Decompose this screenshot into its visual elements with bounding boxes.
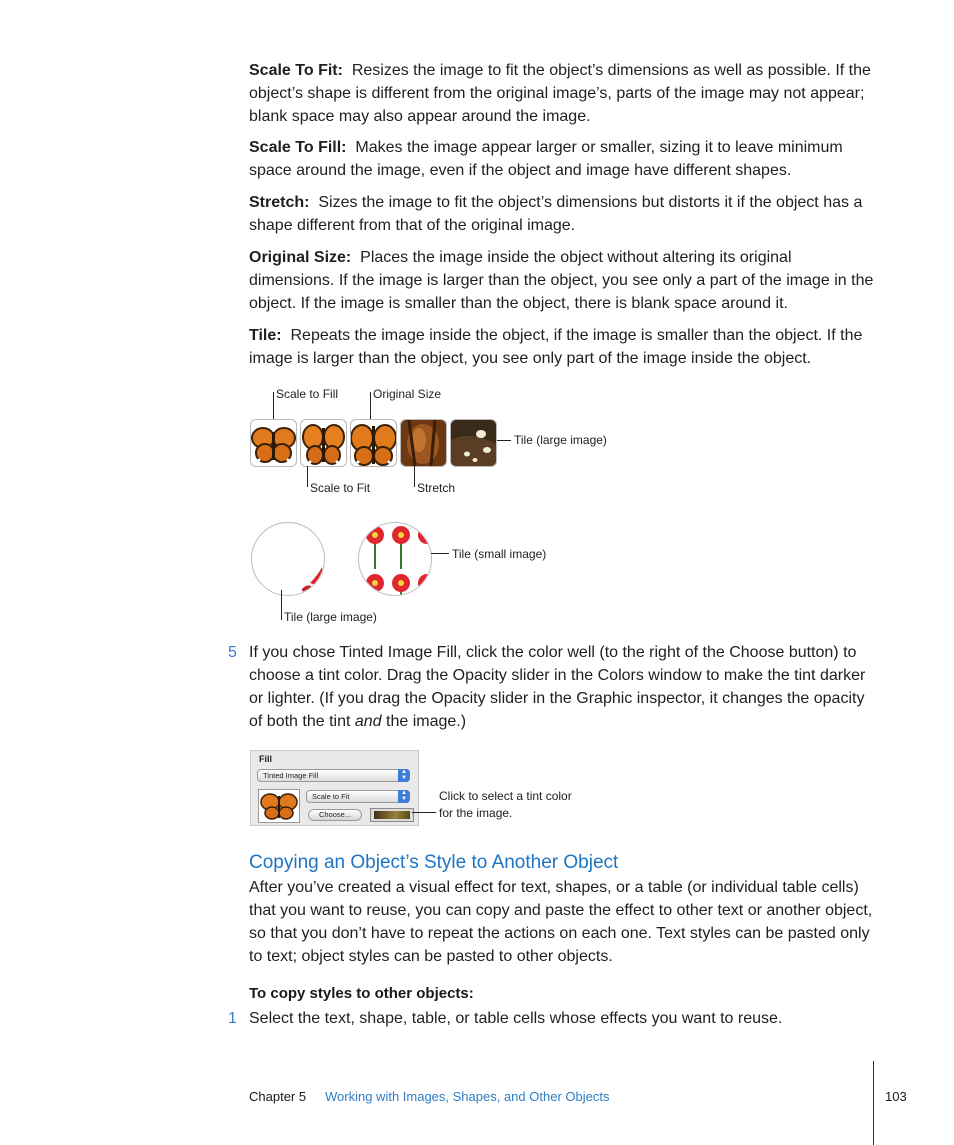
- popup-arrows-icon: ▲ ▼: [398, 790, 410, 803]
- definition-scale-to-fill: [249, 136, 879, 182]
- step-number: 5: [228, 644, 237, 661]
- footer-divider: [873, 1061, 874, 1145]
- callout-line: [307, 466, 308, 487]
- definition-scale-to-fit: [249, 59, 879, 128]
- definition-tile: [249, 324, 879, 370]
- butterfly-image: [301, 420, 346, 466]
- tint-color-swatch: [374, 811, 410, 819]
- term-label: Stretch:: [249, 194, 310, 211]
- definition-text: Places the image inside the object without altering its original dimensions. If the image is larger than the object, you see only a part of the image in the object. If the image is smaller than the object, there is blank space around it.: [249, 249, 874, 312]
- page-number: 103: [885, 1089, 907, 1104]
- callout-tile-large-circle: Tile (large image): [284, 610, 377, 624]
- definition-text: Makes the image appear larger or smaller, sizing it to leave minimum space around the image, even if the object and image have different shapes.: [249, 139, 843, 179]
- section-intro: After you’ve created a visual effect for text, shapes, or a table (or individual table cells) that you want to reuse, you can copy and paste the effect to other text or another object, so that you don’t have to repeat the actions on each one. Text styles can be pasted only to text; object styles can be pasted to other objects.: [249, 879, 873, 965]
- callout-line: [412, 812, 436, 813]
- choose-button[interactable]: Choose...: [308, 809, 362, 821]
- callout-scale-to-fill: Scale to Fill: [276, 387, 339, 401]
- tiled-flower-image: [252, 523, 324, 595]
- definition-text: Repeats the image inside the object, if the image is smaller than the object. If the image is larger than the object, you see only part of the image inside the object.: [249, 327, 863, 367]
- step-emphasis: and: [354, 713, 382, 730]
- callout-tile-small: Tile (small image): [452, 547, 547, 561]
- step-text: the image.): [381, 713, 467, 730]
- fill-inspector-panel: [250, 750, 419, 826]
- definition-original-size: [249, 246, 879, 315]
- footer-chapter-title[interactable]: Working with Images, Shapes, and Other Objects: [325, 1089, 610, 1104]
- thumb-scale-to-fill: [250, 419, 297, 467]
- callout-tint-line2: for the image.: [439, 806, 513, 820]
- fill-label: Fill: [259, 754, 272, 764]
- thumb-original-size: [350, 419, 397, 467]
- callout-line: [273, 392, 274, 419]
- scale-mode-popup[interactable]: [306, 790, 410, 803]
- tint-color-well[interactable]: [370, 808, 414, 822]
- circle-tile-small: [358, 522, 432, 596]
- thumb-stretch: [400, 419, 447, 467]
- callout-line: [497, 440, 511, 441]
- thumb-tile-large: [450, 419, 497, 467]
- term-label: Scale To Fill:: [249, 139, 347, 156]
- step-1-text: Select the text, shape, table, or table cells whose effects you want to reuse.: [249, 1010, 783, 1027]
- definition-text: Sizes the image to fit the object’s dimensions but distorts it if the object has a shape different from that of the original image.: [249, 194, 863, 234]
- term-label: Tile:: [249, 327, 282, 344]
- callout-tile-large: Tile (large image): [514, 433, 607, 447]
- term-label: Scale To Fit:: [249, 62, 343, 79]
- term-label: Original Size:: [249, 249, 352, 266]
- callout-line: [281, 590, 282, 620]
- callout-stretch: Stretch: [417, 481, 456, 495]
- tiled-image: [451, 420, 496, 466]
- popup-arrows-icon: ▲ ▼: [398, 769, 410, 782]
- task-heading: To copy styles to other objects:: [249, 985, 474, 1002]
- footer-chapter: Chapter 5: [249, 1089, 307, 1104]
- callout-line: [370, 392, 371, 419]
- fill-type-value: Tinted Image Fill: [263, 771, 319, 780]
- butterfly-image: [251, 420, 296, 466]
- scale-mode-value: Scale to Fit: [312, 792, 350, 801]
- image-well[interactable]: [258, 789, 300, 823]
- thumb-scale-to-fit: [300, 419, 347, 467]
- step-number: 1: [228, 1010, 237, 1027]
- fill-type-popup[interactable]: [257, 769, 410, 782]
- callout-tint-line1: Click to select a tint color: [439, 789, 572, 803]
- butterfly-image: [259, 790, 299, 822]
- callout-original-size: Original Size: [373, 387, 442, 401]
- stretched-image: [401, 420, 446, 466]
- butterfly-image: [351, 420, 396, 466]
- step-5-text: [249, 641, 879, 733]
- definition-text: Resizes the image to fit the object’s dimensions as well as possible. If the object’s shape is different from the original image’s, parts of the image may not appear; blank space may also appear around the image.: [249, 62, 871, 125]
- callout-line: [414, 466, 415, 487]
- callout-line: [431, 553, 449, 554]
- tiled-flower-image: [359, 523, 431, 595]
- callout-scale-to-fit: Scale to Fit: [310, 481, 371, 495]
- definition-stretch: [249, 191, 879, 237]
- circle-tile-large: [251, 522, 325, 596]
- section-heading: Copying an Object’s Style to Another Object: [249, 852, 619, 873]
- step-text: If you chose Tinted Image Fill, click the color well (to the right of the Choose button) to choose a tint color. Drag the Opacity slider in the Colors window to make the tint darker or lighter. (If you drag the Opacity slider in the Graphic inspector, it changes the opacity of both the tint: [249, 644, 866, 730]
